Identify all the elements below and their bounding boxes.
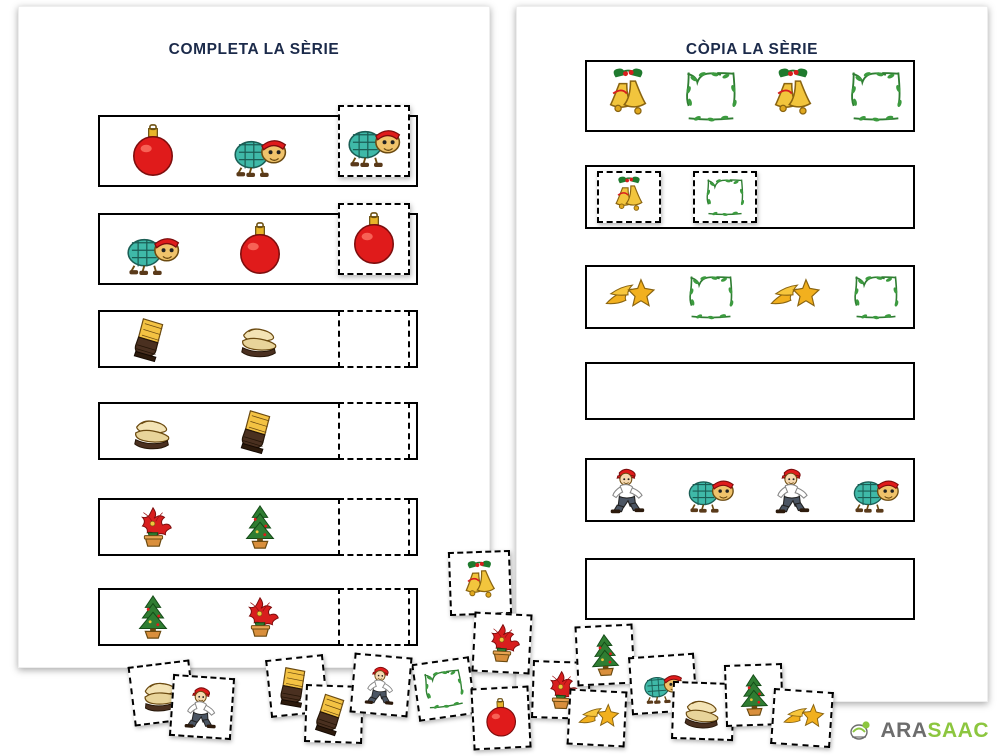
series-item-boot-icon [100, 312, 207, 366]
card-wreath-a[interactable] [411, 656, 477, 722]
series-item-poinsettia-icon [207, 590, 314, 644]
series-item-toy-caterpillar-icon [670, 460, 753, 520]
series-item-walking-boy-icon [587, 460, 670, 520]
card-bells[interactable] [448, 550, 512, 616]
card-boy-a[interactable] [169, 674, 235, 740]
series-item-slipper-icon [207, 312, 314, 366]
page-title-left: COMPLETA LA SÈRIE [168, 41, 340, 58]
series-item-christmas-tree-icon [100, 590, 207, 644]
card-star-b[interactable] [770, 688, 834, 748]
series-item-christmas-tree-icon [207, 500, 314, 554]
series-strip-copy-boy-caterpillar[interactable] [585, 558, 915, 620]
series-item-christmas-bauble-icon [100, 117, 207, 185]
card-star-a[interactable] [567, 689, 628, 748]
series-item-green-wreath-frame-icon [670, 62, 753, 130]
answer-slot-row-slipper-boot-4[interactable] [338, 402, 410, 460]
card-bauble[interactable] [470, 686, 531, 751]
answer-slot-row-baubles-caterpillar-1[interactable] [338, 105, 410, 177]
card-boy-b[interactable] [349, 653, 412, 718]
series-item-christmas-bells-icon [587, 62, 670, 130]
page-title-right: CÒPIA LA SÈRIE [685, 41, 819, 58]
placed-card-green-wreath-frame-icon[interactable] [693, 171, 757, 223]
series-item-green-wreath-frame-icon [835, 62, 918, 130]
series-item-green-wreath-frame-icon [670, 267, 753, 327]
brand-arasaac [848, 718, 989, 744]
card-poinsettia-a[interactable] [471, 612, 532, 675]
series-item-christmas-bells-icon [752, 62, 835, 130]
answer-slot-row-poinsettia-tree-5[interactable] [338, 498, 410, 556]
series-item-shooting-star-icon [587, 267, 670, 327]
series-item-slipper-icon [100, 404, 207, 458]
brand-text [880, 719, 989, 743]
placed-card-christmas-bells-icon[interactable] [597, 171, 661, 223]
series-strip-model-boy-caterpillar [585, 458, 915, 522]
arasaac-logo-icon [848, 718, 874, 744]
answer-slot-row-caterpillar-bauble-2[interactable] [338, 203, 410, 275]
series-item-toy-caterpillar-icon [835, 460, 918, 520]
series-item-christmas-bauble-icon [207, 215, 314, 283]
card-tree-a[interactable] [574, 624, 635, 687]
series-strip-model-star-wreath [585, 265, 915, 329]
series-strip-model-bells-wreath [585, 60, 915, 132]
series-item-boot-icon [207, 404, 314, 458]
series-item-poinsettia-icon [100, 500, 207, 554]
series-item-toy-caterpillar-icon [207, 117, 314, 185]
brand-saac: SAAC [927, 719, 989, 742]
series-item-shooting-star-icon [752, 267, 835, 327]
series-item-walking-boy-icon [752, 460, 835, 520]
answer-slot-row-tree-poinsettia-6[interactable] [338, 588, 410, 646]
series-item-toy-caterpillar-icon [100, 215, 207, 283]
answer-slot-row-boot-slipper-3[interactable] [338, 310, 410, 368]
series-strip-copy-star-wreath[interactable] [585, 362, 915, 420]
brand-ara: ARA [880, 719, 928, 742]
series-item-green-wreath-frame-icon [835, 267, 918, 327]
